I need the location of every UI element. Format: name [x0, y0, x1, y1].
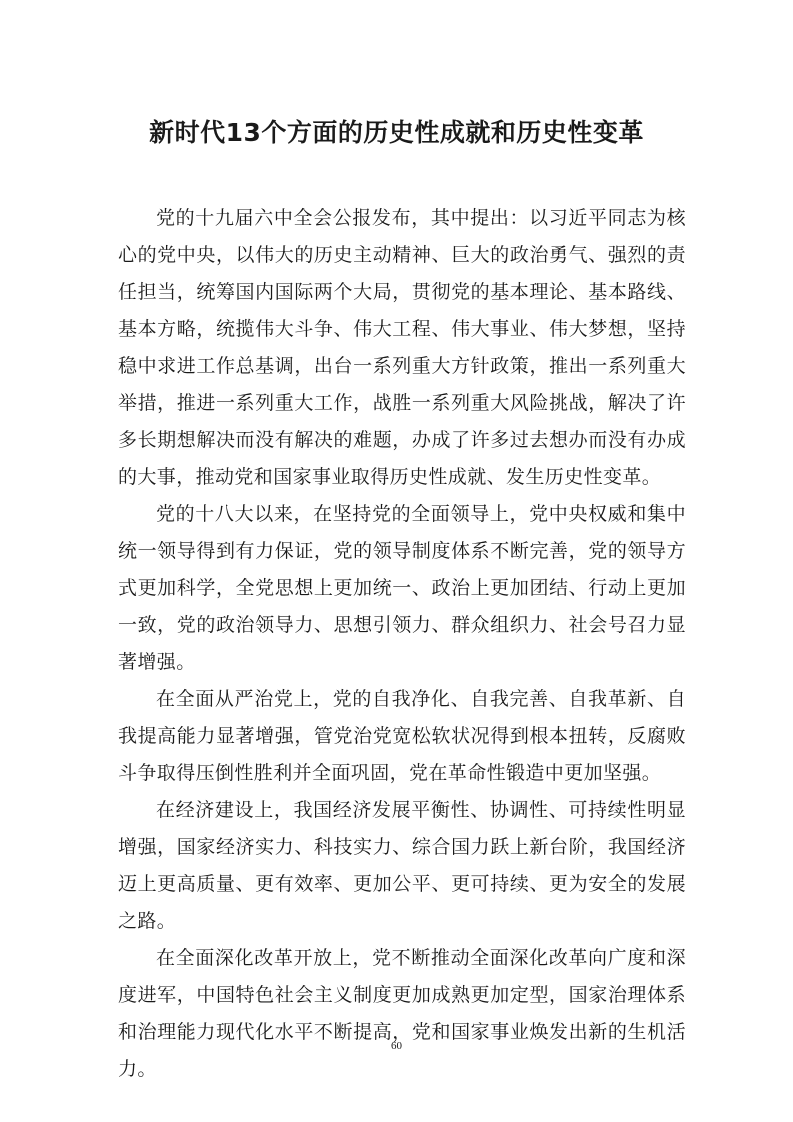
page-number: 60	[391, 1040, 402, 1052]
document-body	[118, 200, 686, 1088]
paragraph-reform: 在全面深化改革开放上，党不断推动全面深化改革向广度和深度进军，中国特色社会主义制度更加成熟更加定型，国家治理体系和治理能力现代化水平不断提高，党和国家事业焕发出新的生机活力。	[118, 947, 686, 1080]
paragraph-economy: 在经济建设上，我国经济发展平衡性、协调性、可持续性明显增强，国家经济实力、科技实力、综合国力跃上新台阶，我国经济迈上更高质量、更有效率、更加公平、更可持续、更为安全的发展之路。	[118, 799, 686, 932]
document-title: 新时代13个方面的历史性成就和历史性变革	[149, 117, 644, 147]
paragraph-party-leadership: 党的十八大以来，在坚持党的全面领导上，党中央权威和集中统一领导得到有力保证，党的领导制度体系不断完善，党的领导方式更加科学，全党思想上更加统一、政治上更加团结、行动上更加一致，党的政治领导力、思想引领力、群众组织力、社会号召力显著增强。	[118, 503, 686, 673]
paragraph-party-discipline: 在全面从严治党上，党的自我净化、自我完善、自我革新、自我提高能力显著增强，管党治党宽松软状况得到根本扭转，反腐败斗争取得压倒性胜利并全面巩固，党在革命性锻造中更加坚强。	[118, 688, 686, 784]
paragraph-intro: 党的十九届六中全会公报发布，其中提出：以习近平同志为核心的党中央，以伟大的历史主动精神、巨大的政治勇气、强烈的责任担当，统筹国内国际两个大局，贯彻党的基本理论、基本路线、基本方略，统揽伟大斗争、伟大工程、伟大事业、伟大梦想，坚持稳中求进工作总基调，出台一系列重大方针政策，推出一系列重大举措，推进一系列重大工作，战胜一系列重大风险挑战，解决了许多长期想解决而没有解决的难题，办成了许多过去想办而没有办成的大事，推动党和国家事业取得历史性成就、发生历史性变革。	[118, 207, 686, 488]
